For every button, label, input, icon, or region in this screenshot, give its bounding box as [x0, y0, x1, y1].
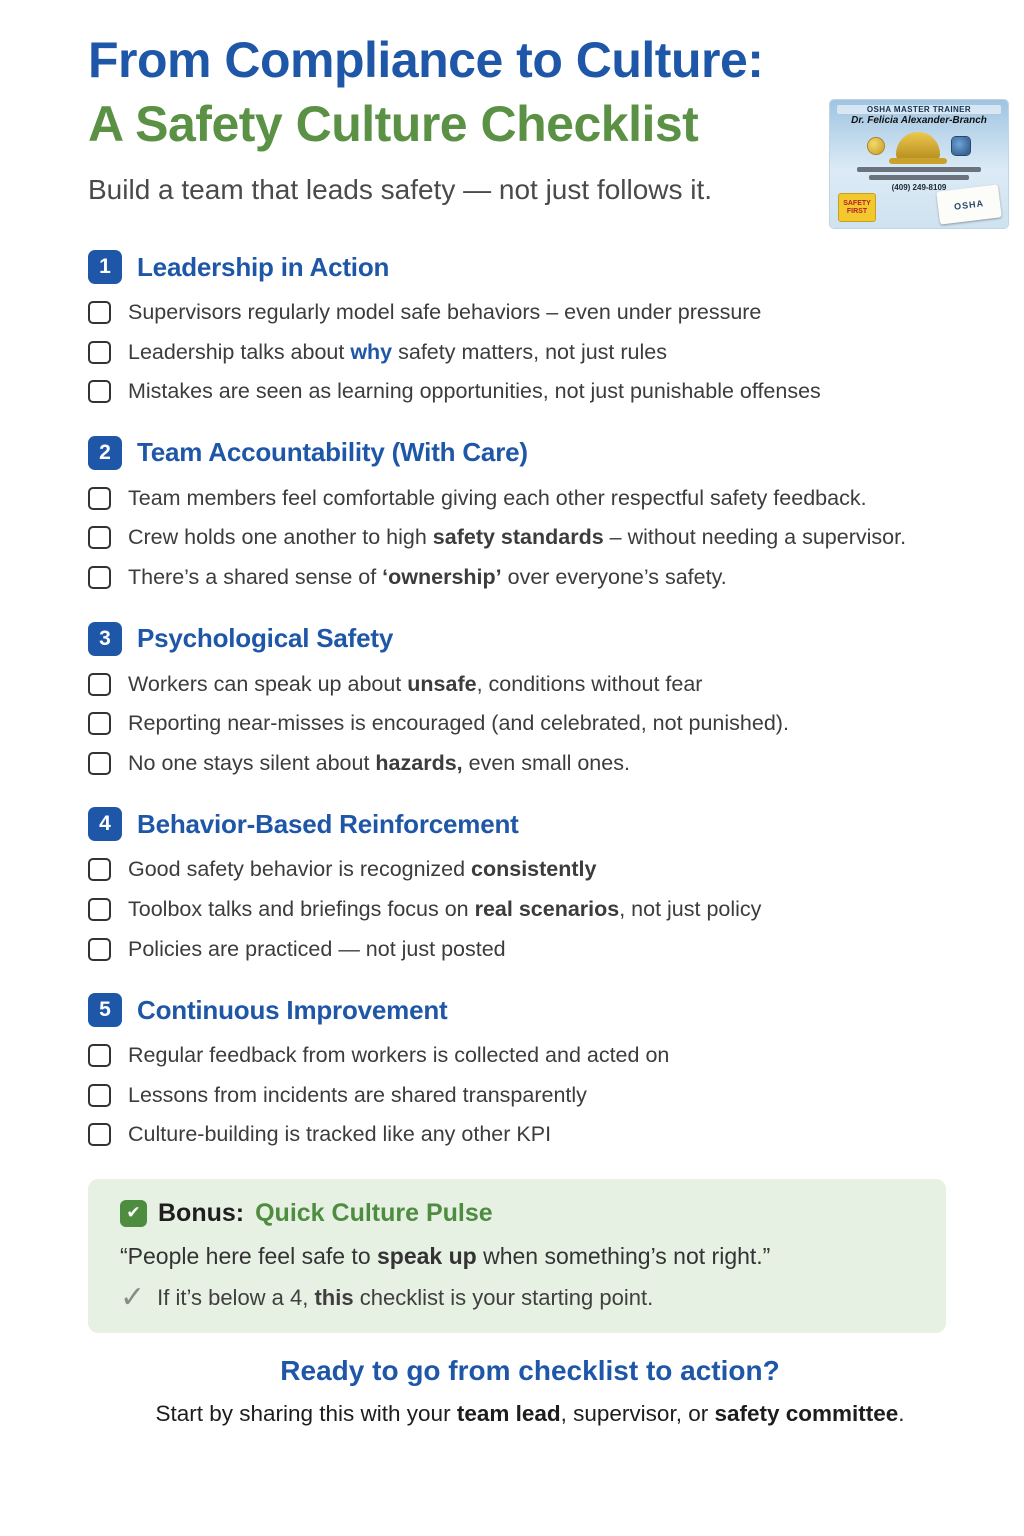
subtitle: Build a team that leads safety — not just follows it.	[88, 174, 713, 205]
text-segment: consistently	[471, 857, 597, 882]
checklist-item-text	[128, 484, 867, 513]
checklist-item-text	[128, 1120, 551, 1149]
checkbox[interactable]	[88, 1044, 111, 1067]
section-header	[88, 807, 972, 841]
title-line-2: A Safety Culture Checklist	[88, 96, 699, 152]
bonus-quote	[120, 1243, 914, 1270]
checklist-item-text	[128, 1041, 669, 1070]
title-line-1: From Compliance to Culture:	[88, 32, 764, 88]
text-segment: unsafe	[407, 671, 477, 696]
section-header	[88, 436, 972, 470]
text-segment: safety matters, not just rules	[392, 339, 667, 364]
checkbox[interactable]	[88, 1123, 111, 1146]
checklist-item	[88, 338, 972, 367]
checkbox[interactable]	[88, 898, 111, 921]
text-segment: .	[898, 1400, 905, 1426]
text-segment: , not just policy	[619, 896, 762, 921]
checklist-item-text	[128, 298, 761, 327]
text-segment: even small ones.	[462, 750, 630, 775]
text-segment: this	[314, 1284, 354, 1310]
trainer-badge-graphics	[830, 128, 1008, 164]
text-segment: No one stays silent about	[128, 750, 376, 775]
bonus-header	[120, 1199, 914, 1228]
section-number-badge: 5	[88, 993, 122, 1027]
osha-card-label: OSHA	[953, 197, 985, 212]
checkbox[interactable]	[88, 526, 111, 549]
section-header	[88, 250, 972, 284]
blurred-text-line	[869, 175, 969, 180]
text-segment: “People here feel safe to	[120, 1242, 377, 1269]
section-title: Continuous Improvement	[137, 994, 448, 1025]
text-segment: why	[350, 339, 393, 364]
company-logo-icon	[952, 137, 970, 155]
text-segment: Regular feedback from workers is collected and acted on	[128, 1043, 670, 1068]
text-segment: – without needing a supervisor.	[603, 525, 907, 550]
checklist-item	[88, 935, 972, 964]
text-segment: Workers can speak up about	[128, 671, 408, 696]
trainer-badge-header: OSHA MASTER TRAINER	[837, 105, 1001, 114]
section-header	[88, 993, 972, 1027]
checklist-item	[88, 855, 972, 884]
text-segment: , supervisor, or	[560, 1400, 715, 1426]
checklist-item	[88, 563, 972, 592]
text-segment: Supervisors regularly model safe behaviors – even under pressure	[128, 300, 762, 324]
footer-line	[88, 1401, 972, 1427]
checkbox[interactable]	[88, 858, 111, 881]
checklist-item	[88, 1041, 972, 1070]
text-segment: team lead	[456, 1400, 561, 1426]
checklist-item-text	[128, 523, 906, 552]
text-segment: If it’s below a 4,	[157, 1284, 315, 1310]
checklist-item-text	[128, 749, 630, 778]
footer	[88, 1355, 972, 1427]
gray-check-icon: ✓	[120, 1280, 146, 1314]
checkbox[interactable]	[88, 752, 111, 775]
text-segment: There’s a shared sense of	[128, 564, 383, 589]
text-segment: safety committee	[714, 1400, 899, 1426]
section-title: Psychological Safety	[137, 623, 394, 654]
footer-cta: Ready to go from checklist to action?	[280, 1354, 780, 1386]
text-segment: checklist is your starting point.	[353, 1284, 654, 1310]
text-segment: ‘ownership’	[382, 564, 502, 589]
text-segment: hazards,	[375, 750, 463, 775]
safety-first-label-bottom: FIRST	[846, 207, 868, 215]
checkbox[interactable]	[88, 938, 111, 961]
bonus-prefix: Bonus:	[158, 1198, 245, 1227]
text-segment: Mistakes are seen as learning opportunities, not just punishable offenses	[128, 379, 821, 404]
text-segment: speak up	[377, 1242, 477, 1269]
checkbox[interactable]	[88, 380, 111, 403]
checklist-item	[88, 523, 972, 552]
section-number-badge: 3	[88, 622, 122, 656]
checklist-item	[88, 1120, 972, 1149]
checklist-item	[88, 709, 972, 738]
checklist-item-text	[128, 377, 821, 406]
bonus-tip	[120, 1280, 914, 1314]
checkbox[interactable]	[88, 301, 111, 324]
checklist-item-text	[128, 709, 789, 738]
bonus-title: Quick Culture Pulse	[255, 1198, 493, 1227]
text-segment: Start by sharing this with your	[155, 1400, 457, 1426]
text-segment: Leadership talks about	[128, 339, 351, 364]
section	[88, 436, 972, 592]
section	[88, 993, 972, 1149]
text-segment: Toolbox talks and briefings focus on	[128, 896, 475, 921]
checklist-item	[88, 749, 972, 778]
trainer-badge-image	[830, 100, 1008, 228]
checkbox[interactable]	[88, 1084, 111, 1107]
bonus-tip-text	[157, 1285, 653, 1311]
section-number-badge: 2	[88, 436, 122, 470]
sections-container	[88, 250, 972, 1149]
checkbox[interactable]	[88, 712, 111, 735]
text-segment: real scenarios	[474, 896, 620, 921]
blurred-text-line	[857, 167, 982, 172]
section-header	[88, 622, 972, 656]
section-number-badge: 4	[88, 807, 122, 841]
text-segment: Reporting near-misses is encouraged (and celebrated, not punished).	[128, 711, 789, 736]
checklist-item-text	[128, 935, 506, 964]
text-segment: Crew holds one another to high	[128, 525, 433, 550]
section	[88, 250, 972, 406]
checklist-item	[88, 377, 972, 406]
text-segment: safety standards	[432, 525, 604, 550]
section-title: Behavior-Based Reinforcement	[137, 808, 519, 839]
checklist-item	[88, 298, 972, 327]
section-title: Team Accountability (With Care)	[137, 437, 528, 468]
section-title: Leadership in Action	[137, 251, 390, 282]
green-check-icon: ✔	[120, 1200, 147, 1227]
checklist-item-text	[128, 563, 727, 592]
checklist-item-text	[128, 895, 761, 924]
section	[88, 622, 972, 778]
section	[88, 807, 972, 963]
text-segment: when something’s not right.”	[476, 1242, 771, 1269]
trainer-name: Dr. Felicia Alexander-Branch	[851, 115, 987, 126]
hard-hat-icon	[896, 132, 940, 160]
text-segment: Policies are practiced — not just posted	[128, 936, 506, 961]
trainer-phone: (409) 249-8109	[891, 183, 947, 192]
checkbox[interactable]	[88, 673, 111, 696]
safety-first-badge	[838, 193, 876, 222]
checkbox[interactable]	[88, 566, 111, 589]
checkbox[interactable]	[88, 487, 111, 510]
checkbox[interactable]	[88, 341, 111, 364]
checklist-item-text	[128, 855, 596, 884]
checklist-item	[88, 895, 972, 924]
safety-first-label-top: SAFETY	[843, 199, 871, 207]
checklist-item-text	[128, 338, 667, 367]
text-segment: Team members feel comfortable giving each other respectful safety feedback.	[128, 485, 867, 510]
text-segment: , conditions without fear	[476, 671, 703, 696]
text-segment: over everyone’s safety.	[501, 564, 727, 589]
section-number-badge: 1	[88, 250, 122, 284]
checklist-item	[88, 1081, 972, 1110]
bonus-box	[88, 1179, 946, 1333]
text-segment: Good safety behavior is recognized	[128, 857, 472, 882]
gold-seal-icon	[868, 138, 884, 154]
osha-card	[936, 184, 1002, 224]
checklist-item	[88, 484, 972, 513]
checklist-item-text	[128, 1081, 587, 1110]
checklist-item	[88, 670, 972, 699]
text-segment: Culture-building is tracked like any other KPI	[128, 1122, 552, 1147]
text-segment: Lessons from incidents are shared transparently	[128, 1082, 587, 1107]
checklist-item-text	[128, 670, 702, 699]
